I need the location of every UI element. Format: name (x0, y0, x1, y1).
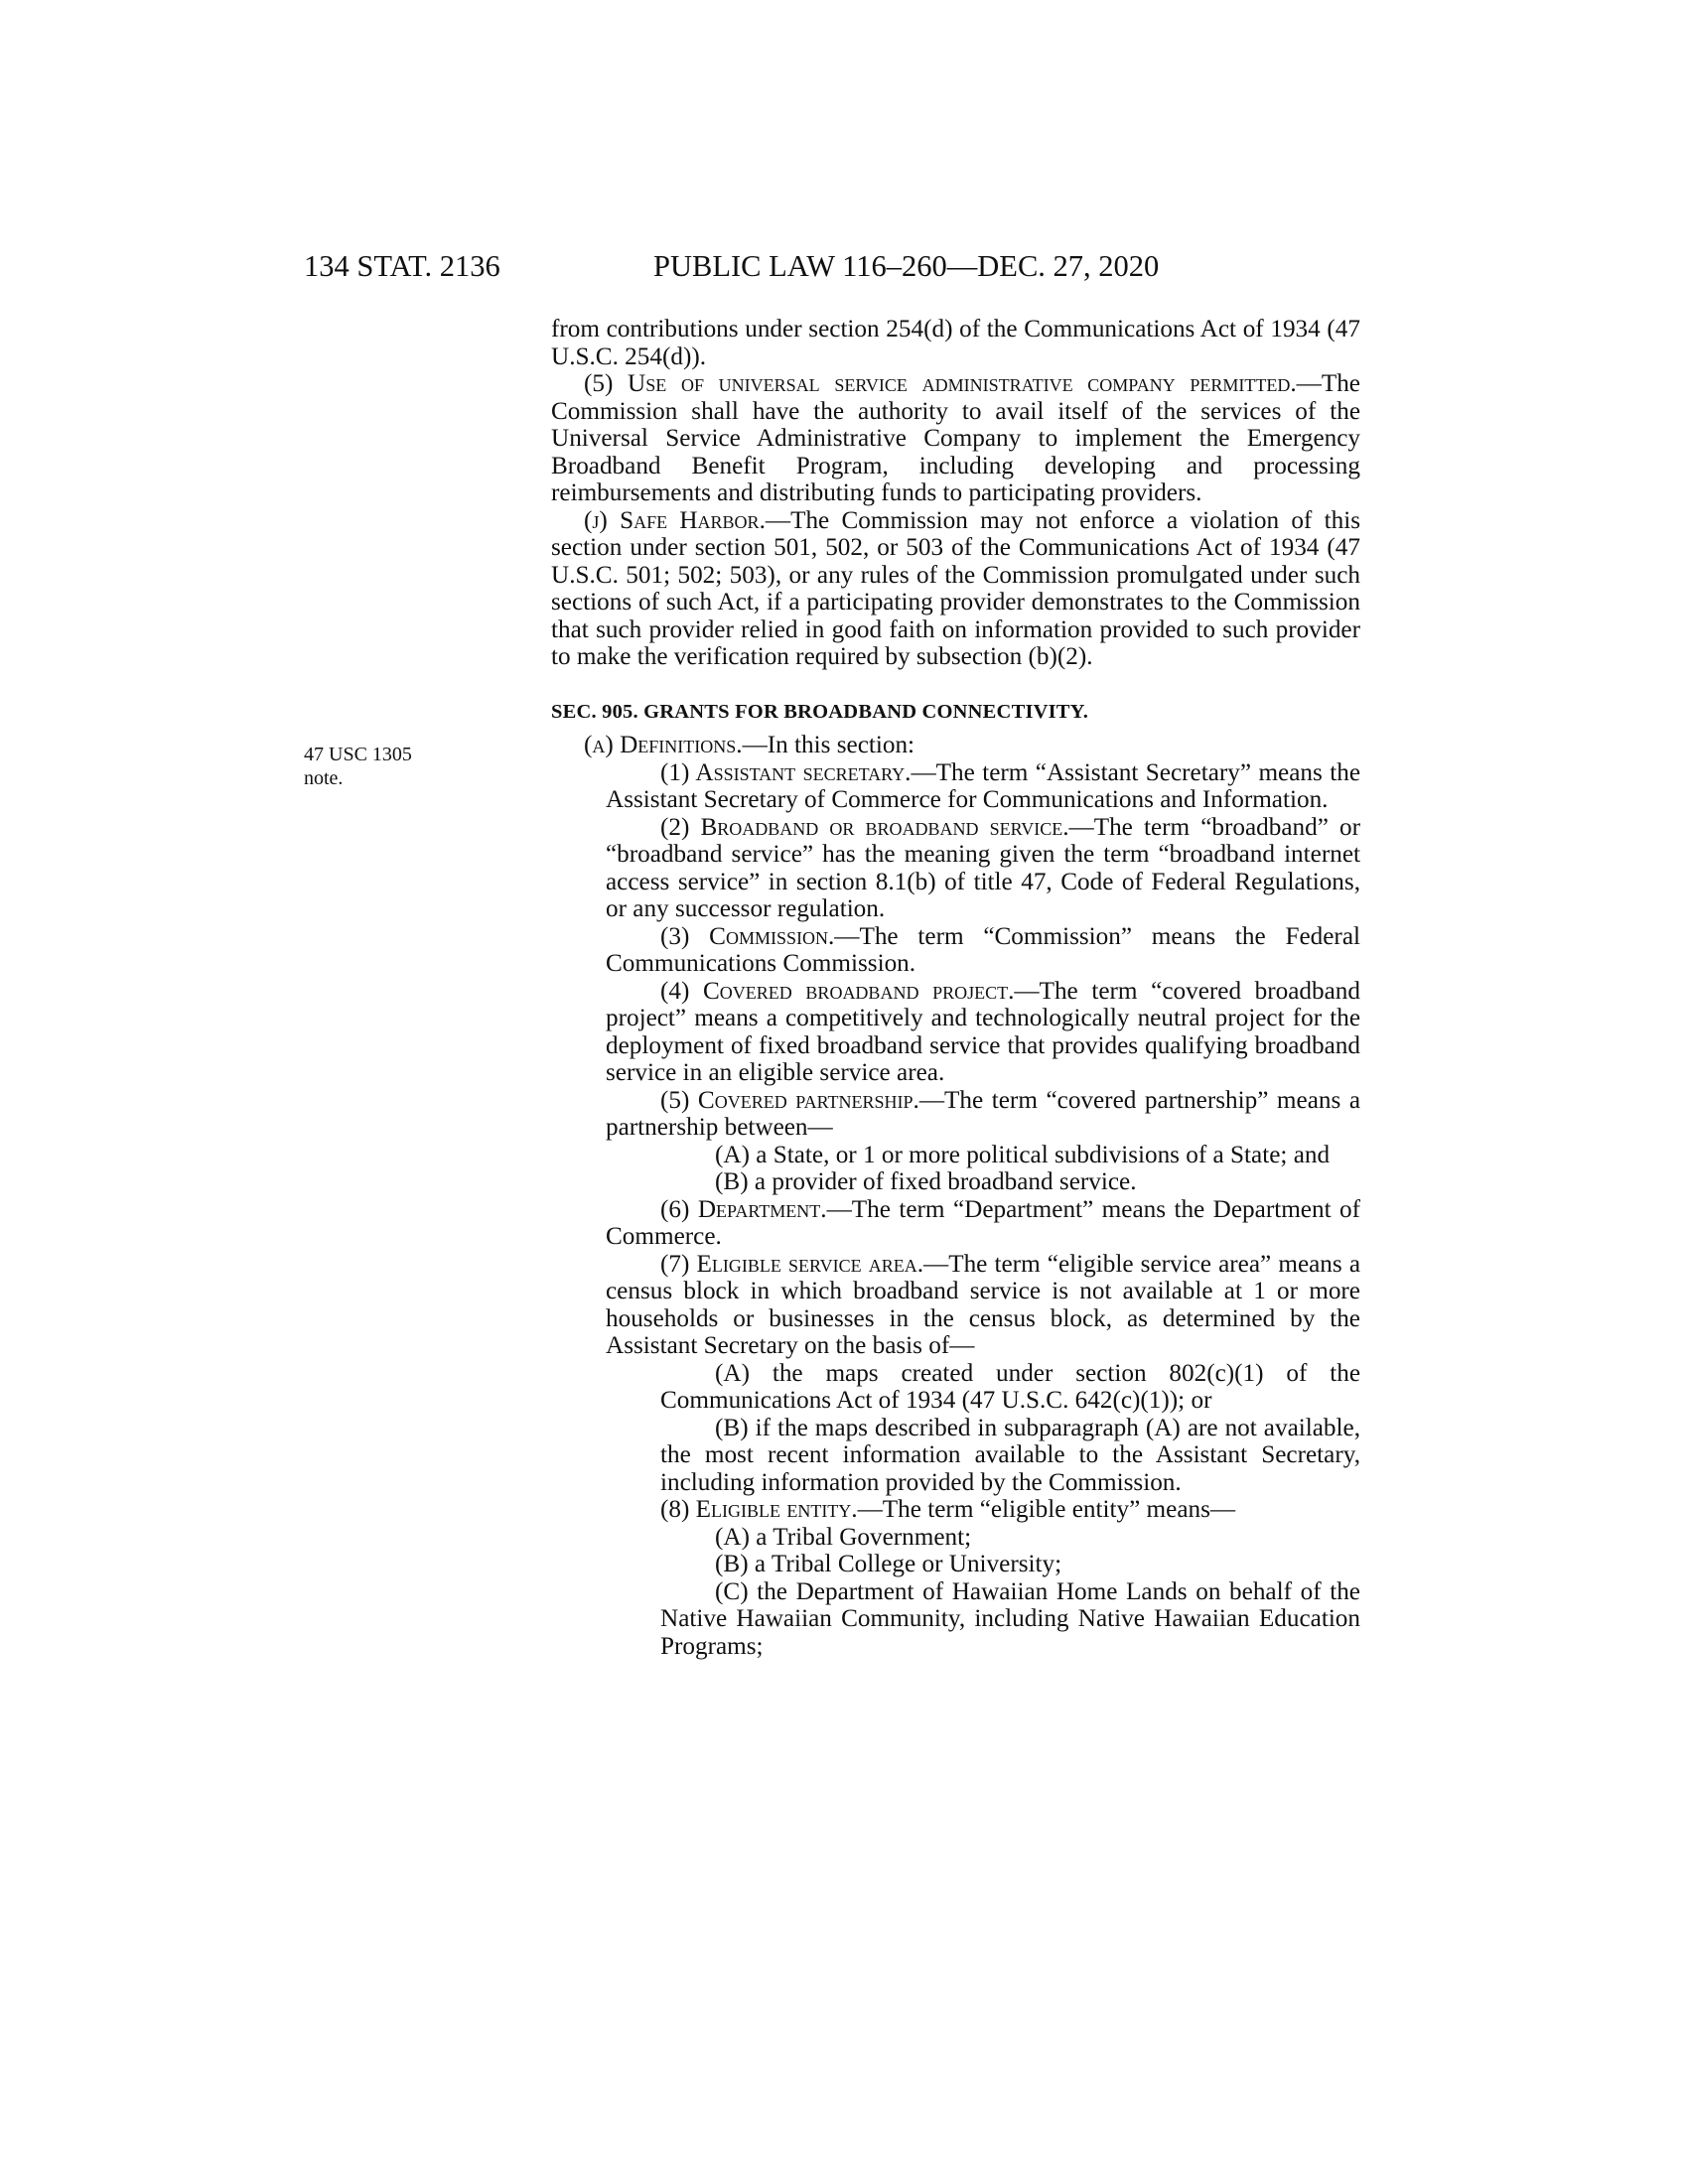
definition-8-b: (B) a Tribal College or University; (715, 1551, 1062, 1577)
definition-4-head: (4) Covered broadband project. (660, 977, 1015, 1005)
definition-6-head: (6) Department. (660, 1195, 827, 1223)
definition-7-head: (7) Eligible service area. (660, 1250, 924, 1278)
definition-3-head: (3) Commission. (660, 922, 835, 950)
definition-3-body: —The term “Commission” means the Federal Communications Commission. (606, 922, 1361, 977)
definition-5-a: (A) a State, or 1 or more political subdivisions of a State; and (715, 1141, 1331, 1168)
definition-5 (551, 1087, 1360, 1142)
definition-5-b: (B) a provider of fixed broadband service. (715, 1168, 1137, 1195)
text-safe-harbor: —The Commission may not enforce a violation of this section under section 501, 502, or 503 of the Communications Act of 1934 (47 U.S.C. 501; 502; 503), or any rules of the Commission promulgated under such sections of such Act, if a participating provider demonstrates to the Commission that such provider relied in good faith on information provided to such provider to make the verification required by subsection (b)(2). (551, 506, 1360, 670)
definition-8-c: (C) the Department of Hawaiian Home Lands on behalf of the Native Hawaiian Community, including Native Hawaiian Education Programs; (660, 1577, 1360, 1660)
heading-definitions: (a) Definitions. (584, 732, 743, 758)
definition-1 (551, 759, 1360, 814)
definition-2-head: (2) Broadband or broadband service. (660, 813, 1069, 841)
text-usac: —The Commission shall have the authority to avail itself of the services of the Universal Service Administrative Company to implement the Emergency Broadband Benefit Program, including developing and processing reimbursements and distributing funds to participating providers. (551, 370, 1360, 506)
definition-4-body: —The term “covered broadband project” means a competitively and technologically neutral project for the deployment of fixed broadband service that provides qualifying broadband service in an eligible service area. (606, 977, 1360, 1086)
definition-7-b: (B) if the maps described in subparagraph (A) are not available, the most recent information available to the Assistant Secretary, including information provided by the Commission. (660, 1414, 1360, 1496)
text-definitions: —In this section: (742, 732, 915, 758)
definition-2 (551, 814, 1360, 923)
definition-5-body: —The term “covered partnership” means a partnership between— (606, 1086, 1360, 1141)
heading-safe-harbor: (j) Safe Harbor. (584, 506, 766, 534)
definition-8-body: —The term “eligible entity” means— (857, 1496, 1236, 1523)
paragraph-safe-harbor (551, 507, 1360, 671)
definition-3 (551, 923, 1360, 978)
paragraph-usac (551, 370, 1360, 507)
definition-6-body: —The term “Department” means the Department of Commerce. (606, 1195, 1360, 1250)
definition-1-body: —The term “Assistant Secretary” means the Assistant Secretary of Commerce for Communications and Information. (606, 758, 1361, 813)
paragraph-continuation: from contributions under section 254(d) of the Communications Act of 1934 (47 U.S.C. 254(d)). (551, 316, 1360, 370)
document-body (551, 316, 1360, 1660)
paragraph-definitions (551, 732, 1360, 759)
definition-8 (551, 1496, 1360, 1524)
margin-note-line1: 47 USC 1305 (304, 744, 412, 765)
definition-2-body: —The term “broadband” or “broadband service” has the meaning given the term “broadband internet access service” in section 8.1(b) of title 47, Code of Federal Regulations, or any successor regulation. (606, 813, 1360, 922)
statute-page-number: 134 STAT. 2136 (304, 249, 500, 283)
definition-8-a: (A) a Tribal Government; (715, 1523, 972, 1551)
definition-7 (551, 1251, 1360, 1360)
definition-7-body: —The term “eligible service area” means a census block in which broadband service is not available at 1 or more households or businesses in the census block, as determined by the Assistant Secretary on the basis of— (606, 1250, 1361, 1359)
definition-7-a: (A) the maps created under section 802(c)(1) of the Communications Act of 1934 (47 U.S.C. 642(c)(1)); or (660, 1359, 1360, 1414)
margin-note (304, 743, 423, 790)
definition-8-head: (8) Eligible entity. (660, 1496, 858, 1523)
section-heading: SEC. 905. GRANTS FOR BROADBAND CONNECTIVITY. (551, 700, 1089, 723)
heading-usac: (5) Use of universal service administrative company permitted. (584, 370, 1297, 397)
page-header (304, 246, 1229, 286)
definition-5-head: (5) Covered partnership. (660, 1086, 919, 1114)
definition-4 (551, 978, 1360, 1087)
law-title: PUBLIC LAW 116–260—DEC. 27, 2020 (653, 249, 1160, 283)
definition-6 (551, 1196, 1360, 1251)
definition-1-head: (1) Assistant secretary. (660, 758, 912, 786)
margin-note-line2: note. (304, 767, 344, 789)
